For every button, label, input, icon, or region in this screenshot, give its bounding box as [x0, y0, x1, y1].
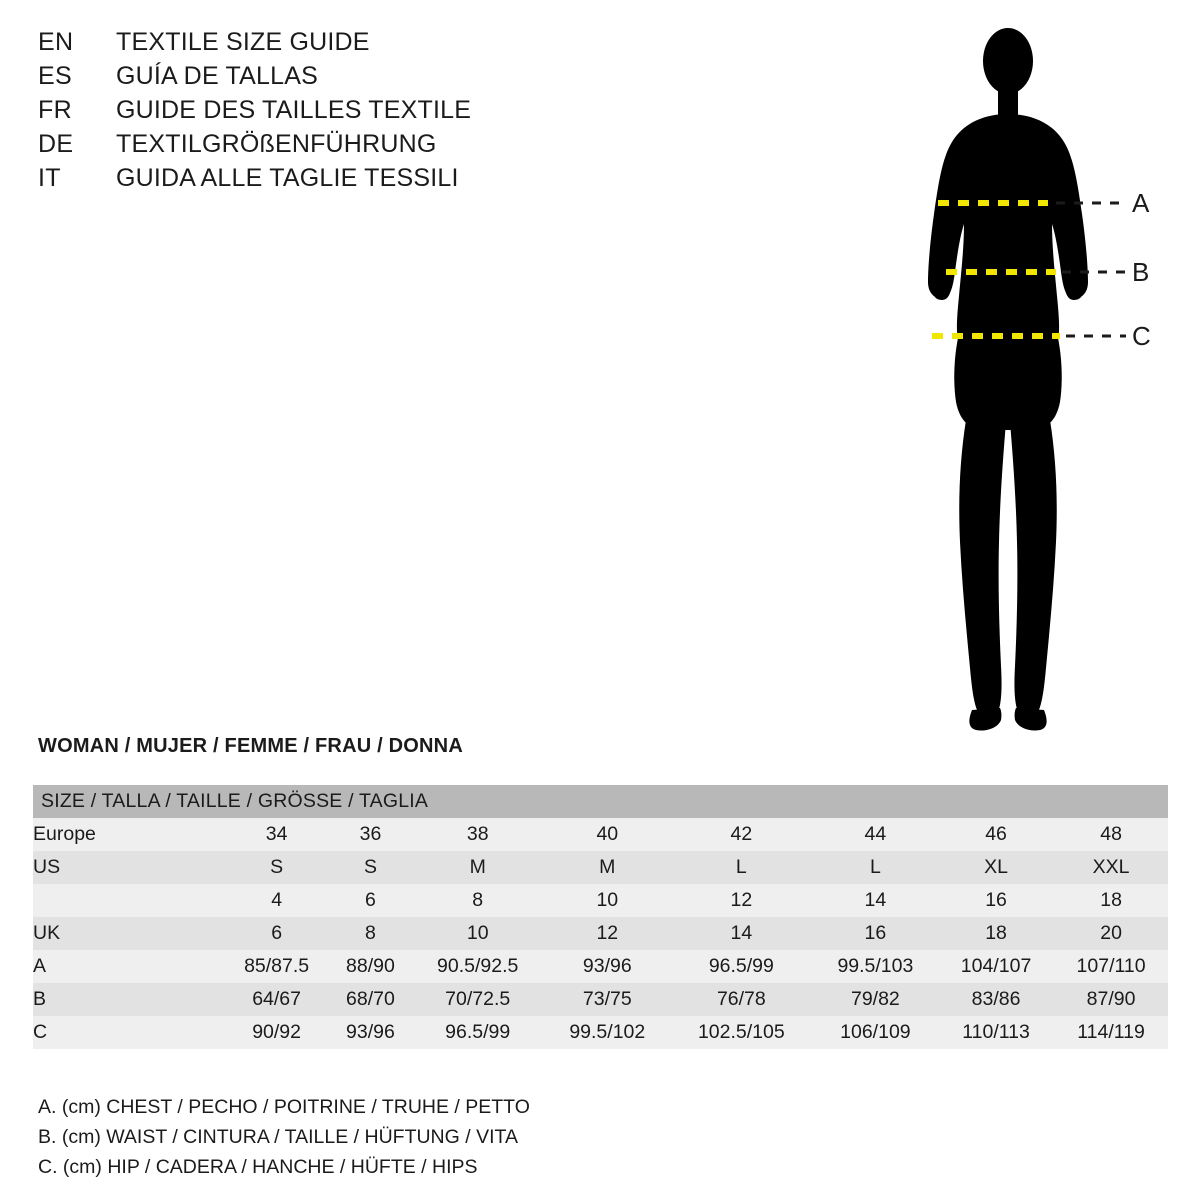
cell: 93/96 [545, 950, 670, 983]
cell: 85/87.5 [223, 950, 330, 983]
size-table [33, 785, 1168, 1049]
language-row [38, 96, 558, 130]
table-row [33, 917, 1168, 950]
cell: XXL [1054, 851, 1168, 884]
cell: 12 [545, 917, 670, 950]
cell: 14 [813, 884, 938, 917]
cell: 34 [223, 818, 330, 851]
cell: 114/119 [1054, 1016, 1168, 1049]
legend-line-c: C. (cm) HIP / CADERA / HANCHE / HÜFTE / HIPS [38, 1156, 478, 1178]
language-title: GUIDE DES TAILLES TEXTILE [116, 96, 472, 124]
row-label: UK [33, 917, 223, 950]
group-title: WOMAN / MUJER / FEMME / FRAU / DONNA [38, 735, 463, 757]
cell: 90/92 [223, 1016, 330, 1049]
cell: 4 [223, 884, 330, 917]
cell: 14 [670, 917, 813, 950]
cell: 99.5/102 [545, 1016, 670, 1049]
cell: 70/72.5 [411, 983, 545, 1016]
legend-line-a: A. (cm) CHEST / PECHO / POITRINE / TRUHE / PETTO [38, 1096, 530, 1118]
cell: 76/78 [670, 983, 813, 1016]
language-code: IT [38, 164, 61, 192]
marker-label-b: B [1132, 257, 1150, 287]
cell: 10 [545, 884, 670, 917]
table-row [33, 1016, 1168, 1049]
language-row [38, 130, 558, 164]
cell: 6 [223, 917, 330, 950]
language-code: FR [38, 96, 72, 124]
row-label [33, 884, 223, 917]
cell: 36 [330, 818, 410, 851]
table-header-label: SIZE / TALLA / TAILLE / GRÖSSE / TAGLIA [33, 785, 1168, 818]
cell: 87/90 [1054, 983, 1168, 1016]
cell: 8 [330, 917, 410, 950]
cell: 102.5/105 [670, 1016, 813, 1049]
cell: 6 [330, 884, 410, 917]
cell: 79/82 [813, 983, 938, 1016]
table-row [33, 884, 1168, 917]
cell: 16 [938, 884, 1054, 917]
cell: S [223, 851, 330, 884]
measurement-legend [38, 1092, 798, 1182]
cell: 18 [1054, 884, 1168, 917]
cell: 96.5/99 [670, 950, 813, 983]
cell: 10 [411, 917, 545, 950]
cell: 96.5/99 [411, 1016, 545, 1049]
language-row [38, 28, 558, 62]
row-label: A [33, 950, 223, 983]
cell: 20 [1054, 917, 1168, 950]
language-title: TEXTILGRÖßENFÜHRUNG [116, 130, 437, 158]
cell: 44 [813, 818, 938, 851]
cell: M [411, 851, 545, 884]
table-header-row [33, 785, 1168, 818]
table-head [33, 785, 1168, 818]
table-row [33, 950, 1168, 983]
language-title: TEXTILE SIZE GUIDE [116, 28, 370, 56]
cell: 106/109 [813, 1016, 938, 1049]
marker-label-a: A [1132, 188, 1150, 218]
language-title: GUÍA DE TALLAS [116, 62, 318, 90]
language-title-block [38, 28, 558, 198]
cell: M [545, 851, 670, 884]
table-row [33, 851, 1168, 884]
female-silhouette-icon [860, 18, 1190, 738]
cell: 88/90 [330, 950, 410, 983]
table-body [33, 818, 1168, 1049]
measurement-figure [860, 18, 1190, 738]
cell: 68/70 [330, 983, 410, 1016]
cell: 48 [1054, 818, 1168, 851]
cell: 90.5/92.5 [411, 950, 545, 983]
language-row [38, 164, 558, 198]
cell: 18 [938, 917, 1054, 950]
language-title: GUIDA ALLE TAGLIE TESSILI [116, 164, 459, 192]
language-code: ES [38, 62, 72, 90]
marker-label-c: C [1132, 321, 1151, 351]
cell: 8 [411, 884, 545, 917]
language-code: DE [38, 130, 74, 158]
table-row [33, 818, 1168, 851]
cell: 40 [545, 818, 670, 851]
cell: 107/110 [1054, 950, 1168, 983]
cell: 83/86 [938, 983, 1054, 1016]
row-label: US [33, 851, 223, 884]
cell: 64/67 [223, 983, 330, 1016]
row-label: C [33, 1016, 223, 1049]
cell: 38 [411, 818, 545, 851]
cell: 73/75 [545, 983, 670, 1016]
legend-line-b: B. (cm) WAIST / CINTURA / TAILLE / HÜFTUNG / VITA [38, 1126, 518, 1148]
cell: 110/113 [938, 1016, 1054, 1049]
row-label: B [33, 983, 223, 1016]
cell: S [330, 851, 410, 884]
cell: 104/107 [938, 950, 1054, 983]
cell: 46 [938, 818, 1054, 851]
language-code: EN [38, 28, 74, 56]
table-row [33, 983, 1168, 1016]
cell: XL [938, 851, 1054, 884]
cell: L [670, 851, 813, 884]
cell: 16 [813, 917, 938, 950]
row-label: Europe [33, 818, 223, 851]
cell: 93/96 [330, 1016, 410, 1049]
language-row [38, 62, 558, 96]
cell: 12 [670, 884, 813, 917]
cell: 42 [670, 818, 813, 851]
cell: L [813, 851, 938, 884]
cell: 99.5/103 [813, 950, 938, 983]
